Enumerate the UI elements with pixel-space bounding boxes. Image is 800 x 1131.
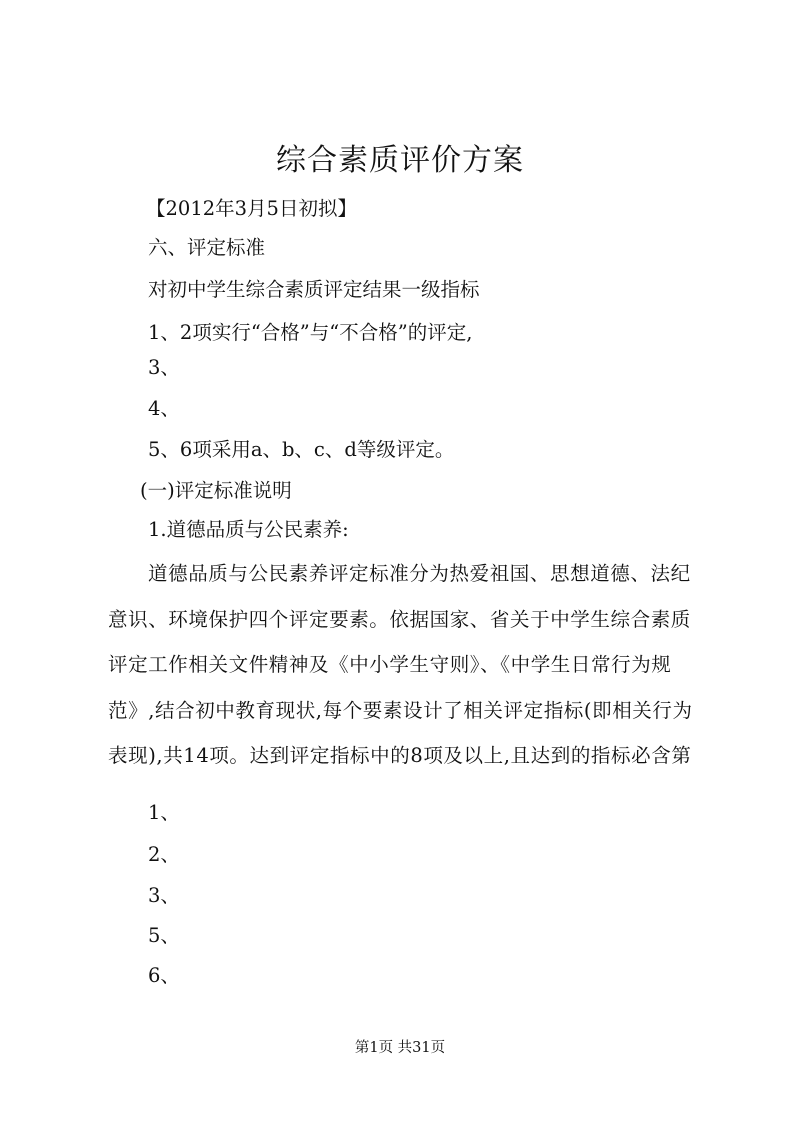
list-item: 3、	[148, 884, 180, 907]
body-paragraph-container	[108, 551, 698, 779]
list-item: 5、	[148, 924, 180, 947]
item-heading: 1.道德品质与公民素养:	[148, 518, 349, 541]
sub-heading: (一)评定标准说明	[140, 479, 292, 502]
text-line: 4、	[148, 397, 180, 420]
list-item: 2、	[148, 843, 180, 866]
text-line: 对初中学生综合素质评定结果一级指标	[148, 278, 480, 301]
list-item: 1、	[148, 801, 180, 824]
page-footer: 第1页 共31页	[354, 1040, 446, 1056]
text-line: 1、2项实行“合格”与“不合格”的评定,	[148, 321, 473, 344]
section-heading: 六、评定标准	[148, 236, 266, 259]
body-paragraph: 道德品质与公民素养评定标准分为热爱祖国、思想道德、法纪意识、环境保护四个评定要素。依据国家、省关于中学生综合素质评定工作相关文件精神及《中小学生守则》、《中学生日常行为规范》,结合初中教育现状,每个要素设计了相关评定指标(即相关行为表现),共14项。达到评定指标中的8项及以上,且达到的指标必含第	[108, 562, 693, 767]
date-line: 【2012年3月5日初拟】	[146, 197, 357, 220]
list-item: 6、	[148, 964, 180, 987]
text-line: 5、6项采用a、b、c、d等级评定。	[148, 438, 455, 461]
document-title: 综合素质评价方案	[276, 143, 524, 178]
text-line: 3、	[148, 356, 180, 379]
